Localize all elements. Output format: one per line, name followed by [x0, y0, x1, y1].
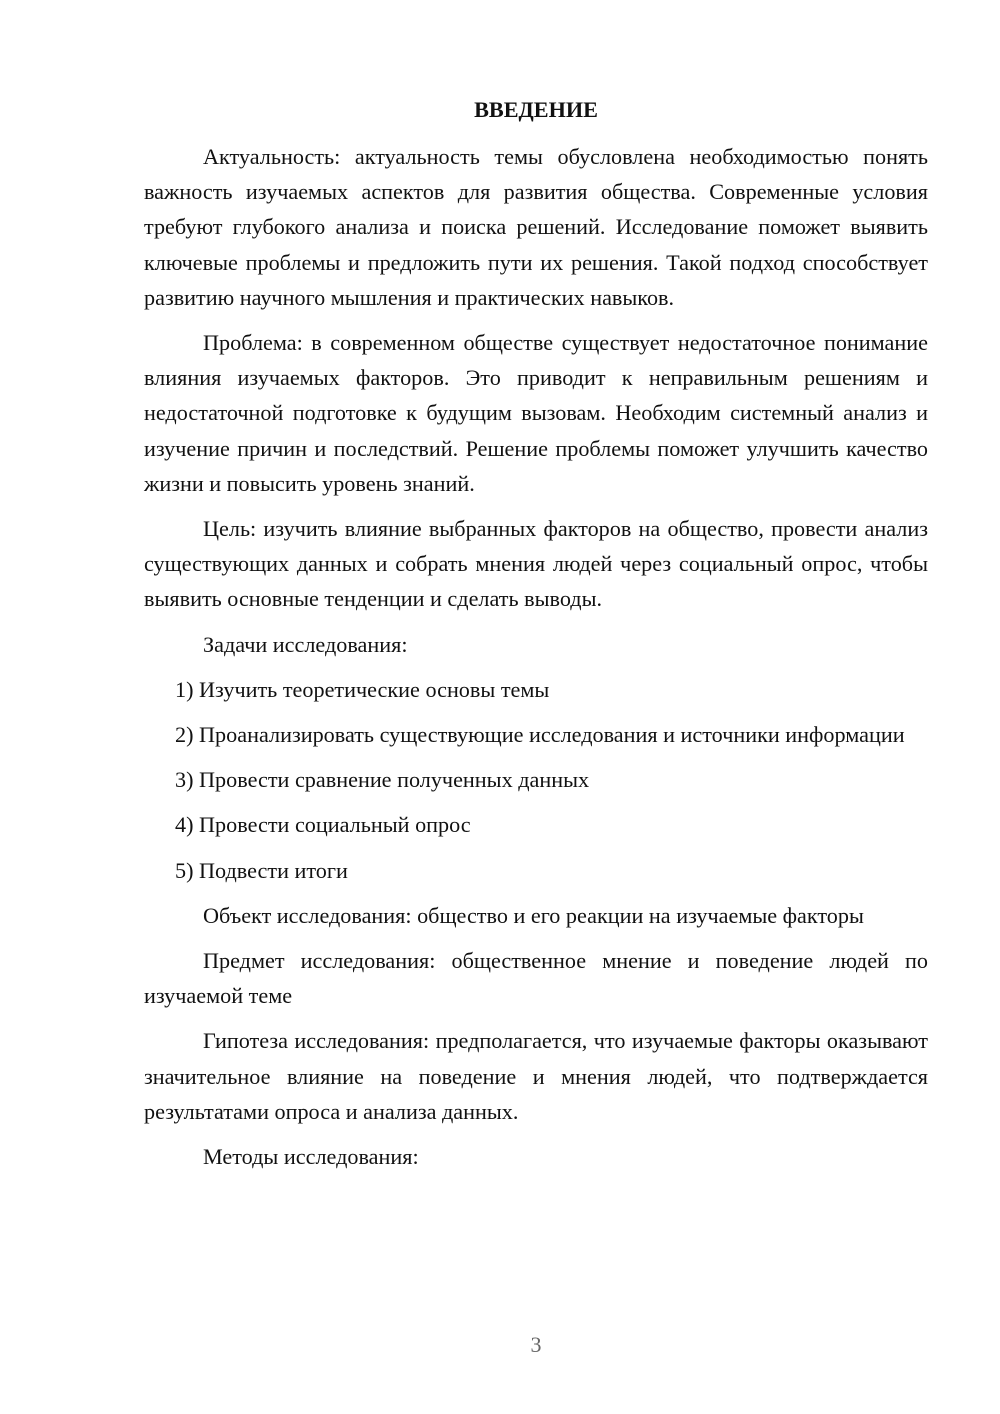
task-list-item-4: 4) Провести социальный опрос	[175, 812, 471, 838]
problem-paragraph: Проблема: в современном обществе существует недостаточное понимание влияния изучаемых факторов. Это приводит к неправильным решениям и недостаточной подготовке к будущим вызовам. Необходим системный анализ и изучение причин и последствий. Решение проблемы поможет улучшить качество жизни и повысить уровень знаний.	[144, 330, 928, 496]
task-list-item-2: 2) Проанализировать существующие исследования и источники информации	[175, 722, 905, 748]
task-list-item-5: 5) Подвести итоги	[175, 857, 348, 883]
task-list-item-1: 1) Изучить теоретические основы темы	[175, 676, 550, 702]
document-content	[144, 92, 928, 1184]
methods-heading: Методы исследования:	[203, 1144, 419, 1170]
page-title: ВВЕДЕНИЕ	[474, 97, 598, 122]
tasks-heading: Задачи исследования:	[203, 631, 408, 657]
subject-paragraph: Предмет исследования: общественное мнение и поведение людей по изучаемой теме	[144, 948, 928, 1009]
page-number: 3	[530, 1332, 542, 1357]
goal-paragraph: Цель: изучить влияние выбранных факторов на общество, провести анализ существующих данных и собрать мнения людей через социальный опрос, чтобы выявить основные тенденции и сделать выводы.	[144, 516, 928, 612]
object-paragraph: Объект исследования: общество и его реакции на изучаемые факторы	[203, 902, 864, 928]
hypothesis-paragraph: Гипотеза исследования: предполагается, что изучаемые факторы оказывают значительное влияние на поведение и мнения людей, что подтверждается результатами опроса и анализа данных.	[144, 1028, 928, 1124]
task-list-item-3: 3) Провести сравнение полученных данных	[175, 767, 590, 793]
relevance-paragraph: Актуальность: актуальность темы обусловлена необходимостью понять важность изучаемых аспектов для развития общества. Современные условия требуют глубокого анализа и поиска решений. Исследование поможет выявить ключевые проблемы и предложить пути их решения. Такой подход способствует развитию научного мышления и практических навыков.	[144, 144, 928, 310]
